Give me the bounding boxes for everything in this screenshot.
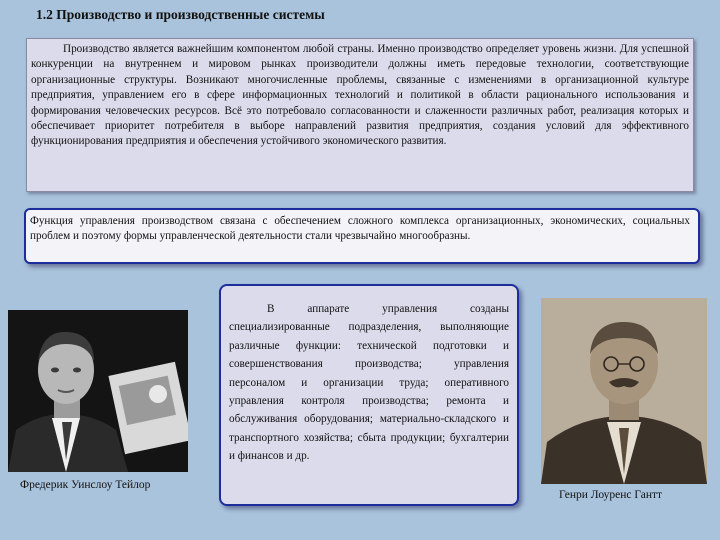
taylor-caption: Фредерик Уинслоу Тейлор bbox=[20, 479, 151, 491]
gantt-caption: Генри Лоуренс Гантт bbox=[559, 489, 663, 501]
gantt-portrait-image bbox=[541, 298, 707, 484]
management-apparatus-paragraph: В аппарате управления созданы специализированные подразделения, выполняющие различные функции: технической подготовки и совершенствования производства; управления персоналом и организации труда; оперативного управления контроля производства; ремонта и обслуживания оборудования; материально-складского и транспортного хозяйства; сбыта продукции; бухгалтерии и финансов и др. bbox=[229, 303, 509, 463]
management-function-paragraph: Функция управления производством связана с обеспечением сложного комплекса организационных, экономических, социальных проблем и поэтому формы управленческой деятельности стали чрезвычайно многообразны. bbox=[30, 215, 690, 243]
gantt-portrait bbox=[541, 298, 707, 484]
taylor-portrait-image bbox=[8, 310, 188, 472]
management-apparatus-box bbox=[219, 284, 519, 506]
taylor-portrait bbox=[8, 310, 188, 472]
production-text-box bbox=[26, 38, 694, 192]
management-function-box bbox=[24, 208, 700, 264]
production-paragraph: Производство является важнейшим компонентом любой страны. Именно производство определяет уровень жизни. Для успешной конкуренции на внутреннем и мировом рынках производители должны иметь передовые технологии, соответствующие организационные структуры. Возникают многочисленные проблемы, связанные с изменениями в организационной культуре предприятия, управлением его в сфере информационных технологий и политикой в области рационального использования и формирования человеческих ресурсов. Всё это потребовало согласованности и слаженности различных работ, реализация которых и обеспечивает приоритет потребителя в выборе направлений развития предприятия, создания условий для эффективного функционирования предприятия и обеспечения устойчивого экономического развития. bbox=[31, 43, 689, 148]
slide-title: 1.2 Производство и производственные системы bbox=[36, 7, 325, 22]
